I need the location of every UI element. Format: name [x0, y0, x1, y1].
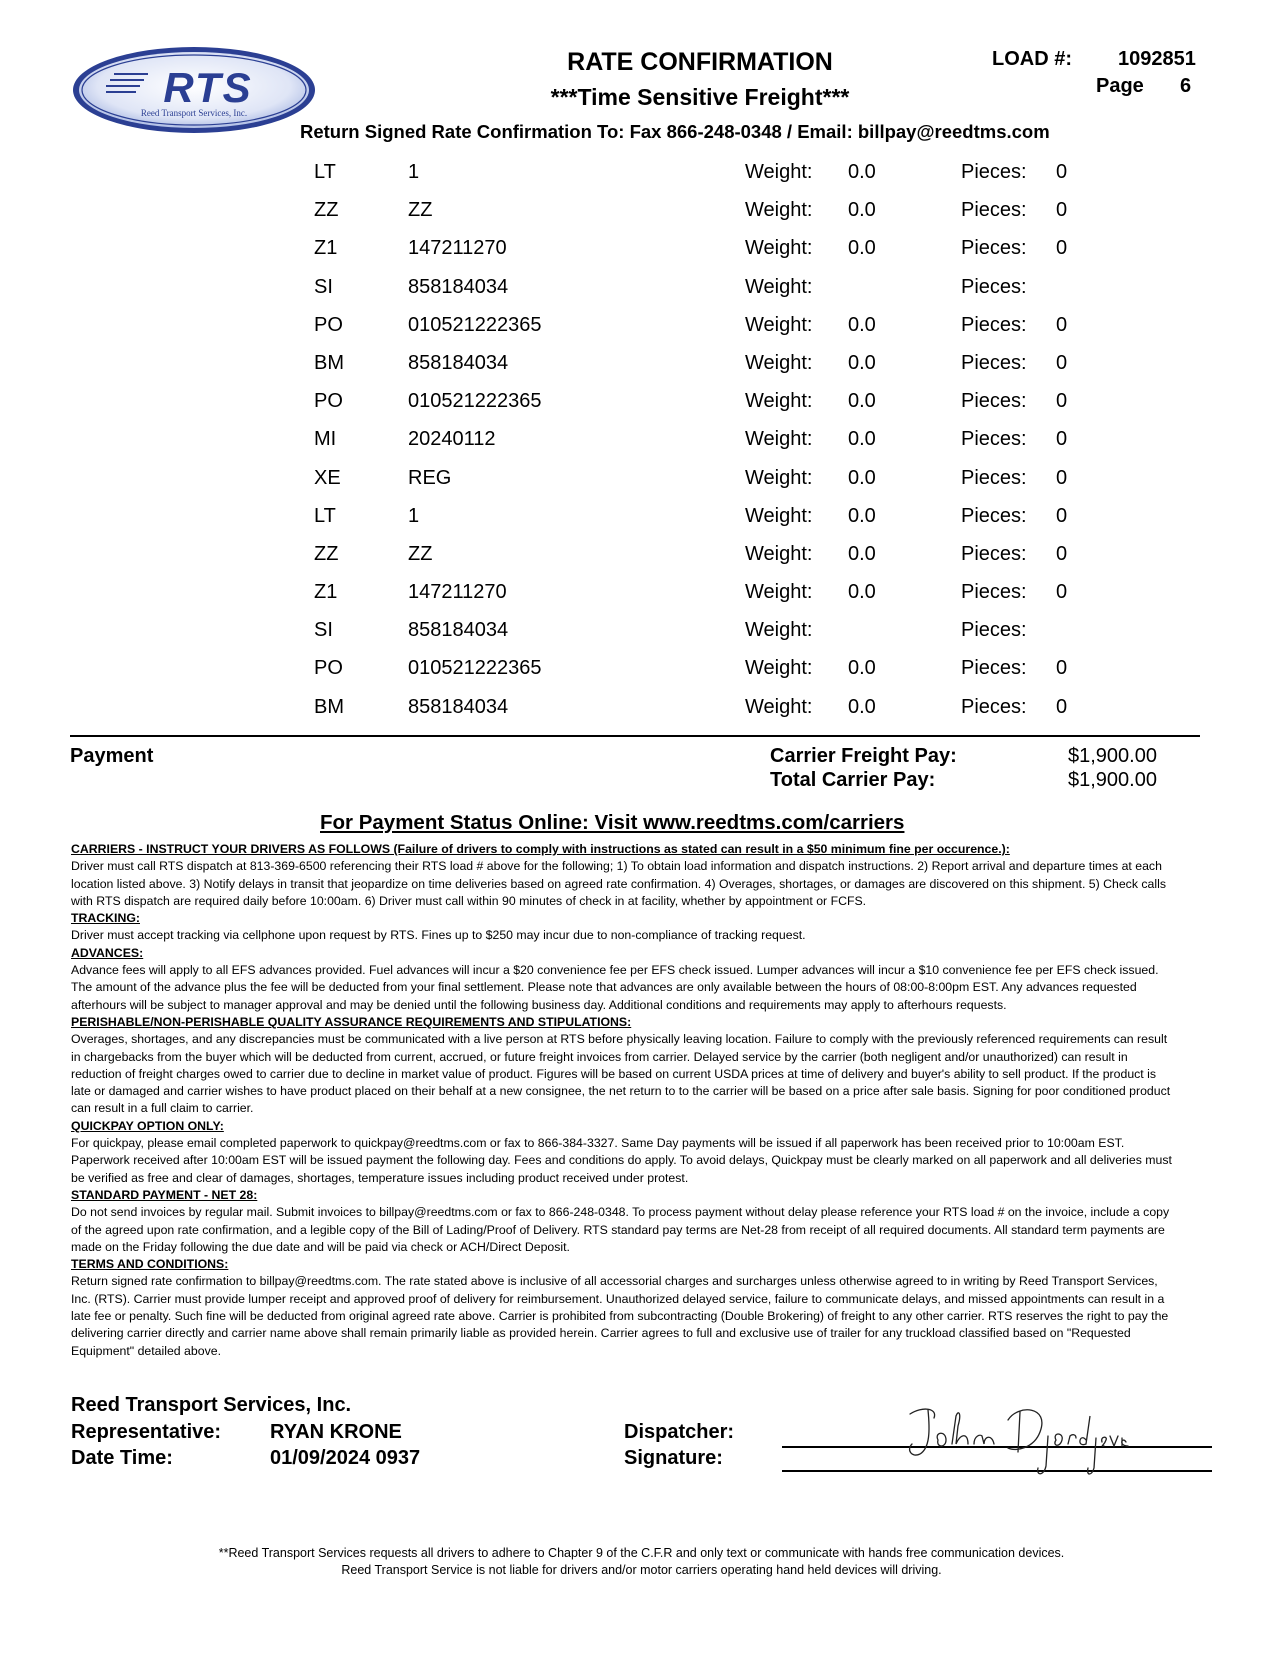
- reference-value: 858184034: [408, 619, 509, 642]
- reference-value: ZZ: [408, 542, 433, 565]
- reference-code: MI: [314, 428, 337, 451]
- reference-value: 010521222365: [408, 313, 542, 336]
- weight-label: Weight:: [745, 619, 813, 642]
- datetime-label: Date Time:: [71, 1447, 173, 1469]
- carriers-instructions-heading: CARRIERS - INSTRUCT YOUR DRIVERS AS FOLLOWS (Failure of drivers to comply with instructions as stated can result in a $50 minimum fine per occurence.):: [71, 842, 1010, 856]
- reference-row: [0, 386, 1283, 424]
- advances-heading: ADVANCES:: [71, 945, 144, 960]
- standard-payment-heading: STANDARD PAYMENT - NET 28:: [71, 1187, 258, 1202]
- pieces-label: Pieces:: [961, 275, 1027, 298]
- handwritten-signature: [900, 1396, 1130, 1482]
- reference-code: BM: [314, 351, 344, 374]
- reference-row: [0, 233, 1283, 271]
- reference-code: Z1: [314, 237, 338, 260]
- weight-label: Weight:: [745, 504, 813, 527]
- pieces-label: Pieces:: [961, 581, 1027, 604]
- weight-value: 0.0: [848, 237, 876, 260]
- perishable-heading: PERISHABLE/NON-PERISHABLE QUALITY ASSURANCE REQUIREMENTS AND STIPULATIONS:: [71, 1014, 632, 1029]
- pieces-label: Pieces:: [961, 542, 1027, 565]
- pieces-value: 0: [1056, 581, 1068, 604]
- weight-value: 0.0: [848, 390, 876, 413]
- reference-code: ZZ: [314, 542, 339, 565]
- weight-value: 0.0: [848, 504, 876, 527]
- reference-code: Z1: [314, 581, 338, 604]
- logo-subtext: Reed Transport Services, Inc.: [140, 108, 248, 118]
- footer-disclaimer: [0, 1545, 1283, 1579]
- reference-value: 1: [408, 504, 420, 527]
- reference-row: [0, 348, 1283, 386]
- reference-row: [0, 615, 1283, 653]
- logo-wordmark: RTS: [163, 64, 253, 111]
- tracking-text: Driver must accept tracking via cellphone upon request by RTS. Fines up to $250 may incur due to non-compliance of tracking request.: [71, 928, 806, 943]
- total-carrier-pay-label: Total Carrier Pay:: [770, 769, 936, 791]
- quickpay-text: For quickpay, please email completed paperwork to quickpay@reedtms.com or fax to 866-384-3327. Same Day payments will be issued if all paperwork has been received prior to 10:00am EST. Paperwork received after 10:00am EST will be issued payment the following day. Fees and conditions do apply. To avoid delays, Quickpay must be clearly marked on all paperwork and all deliveries must be verified as free and clear of damages, shortages, temperature issues including product received under protest.: [71, 1136, 1172, 1185]
- pieces-value: 0: [1056, 466, 1068, 489]
- pieces-value: 0: [1056, 161, 1068, 183]
- weight-label: Weight:: [745, 351, 813, 374]
- pieces-value: 0: [1056, 542, 1068, 565]
- weight-label: Weight:: [745, 657, 813, 680]
- reference-list: [0, 157, 1283, 730]
- weight-label: Weight:: [745, 466, 813, 489]
- reference-value: 20240112: [408, 428, 496, 451]
- terms-conditions-text: Return signed rate confirmation to billpay@reedtms.com. The rate stated above is inclusive of all accessorial charges and surcharges unless otherwise agreed to in writing by Reed Transport Services, Inc. (RTS). Carrier must provide lumper receipt and approved proof of delivery for reimbursement. Unauthorized delayed service, failure to communicate delays, and missed appointments can result in a late fee or penalty. Such fine will be deducted from original agreed rate above. Carrier is prohibited from subcontracting (Double Brokering) of freight to any other carrier. RTS reserves the right to pay the delivering carrier directly and carrier name above shall remain primarily liable as provided herein. Carrier agrees to full and exclusive use of trailer for any truckload classified based on "Requested Equipment" detailed above.: [71, 1274, 1169, 1358]
- pieces-label: Pieces:: [961, 351, 1027, 374]
- document-subtitle: ***Time Sensitive Freight***: [550, 84, 850, 110]
- reference-row: [0, 195, 1283, 233]
- datetime-value: 01/09/2024 0937: [270, 1447, 421, 1469]
- reference-row: [0, 692, 1283, 730]
- pieces-label: Pieces:: [961, 199, 1027, 222]
- weight-value: 0.0: [848, 313, 876, 336]
- pieces-label: Pieces:: [961, 466, 1027, 489]
- weight-value: 0.0: [848, 161, 876, 183]
- pieces-value: 0: [1056, 351, 1068, 374]
- pieces-value: 0: [1056, 237, 1068, 260]
- footer-line-1: **Reed Transport Services requests all drivers to adhere to Chapter 9 of the C.F.R and only text or communicate with hands free communication devices.: [218, 1546, 1065, 1560]
- pieces-value: 0: [1056, 504, 1068, 527]
- reference-row: [0, 577, 1283, 615]
- document-title: RATE CONFIRMATION: [567, 48, 833, 76]
- reference-value: 858184034: [408, 275, 509, 298]
- pieces-value: 0: [1056, 657, 1068, 680]
- reference-row: [0, 539, 1283, 577]
- reference-row: [0, 463, 1283, 501]
- weight-label: Weight:: [745, 237, 813, 260]
- reference-row: [0, 272, 1283, 310]
- rts-logo: [70, 44, 318, 136]
- reference-value: 858184034: [408, 695, 509, 718]
- reference-code: ZZ: [314, 199, 339, 222]
- reference-code: PO: [314, 390, 343, 413]
- company-name: Reed Transport Services, Inc.: [71, 1394, 352, 1416]
- weight-value: 0.0: [848, 199, 876, 222]
- footer-line-2: Reed Transport Service is not liable for drivers and/or motor carriers operating hand held devices will driving.: [341, 1563, 942, 1577]
- carrier-freight-pay-label: Carrier Freight Pay:: [770, 745, 957, 767]
- reference-value: 010521222365: [408, 657, 542, 680]
- pieces-label: Pieces:: [961, 428, 1027, 451]
- reference-row: [0, 157, 1283, 195]
- weight-value: 0.0: [848, 542, 876, 565]
- payment-status-link[interactable]: For Payment Status Online: Visit www.reedtms.com/carriers: [320, 811, 905, 834]
- reference-code: XE: [314, 466, 341, 489]
- pieces-label: Pieces:: [961, 313, 1027, 336]
- return-instructions: Return Signed Rate Confirmation To: Fax 866-248-0348 / Email: billpay@reedtms.com: [300, 121, 1050, 142]
- weight-value: 0.0: [848, 657, 876, 680]
- weight-value: 0.0: [848, 351, 876, 374]
- reference-code: PO: [314, 313, 343, 336]
- dispatcher-label: Dispatcher:: [624, 1421, 735, 1443]
- reference-value: 147211270: [408, 237, 507, 260]
- pieces-value: 0: [1056, 390, 1068, 413]
- weight-value: 0.0: [848, 466, 876, 489]
- representative-label: Representative:: [71, 1421, 222, 1443]
- reference-code: SI: [314, 275, 333, 298]
- reference-row: [0, 501, 1283, 539]
- weight-label: Weight:: [745, 428, 813, 451]
- weight-label: Weight:: [745, 313, 813, 336]
- perishable-text: Overages, shortages, and any discrepancies must be communicated with a live person at RTS before physically leaving location. Failure to comply with the previously referenced requirements can result in chargebacks from the buyer which will be deducted from current, accrued, or future freight invoices from carrier. Delayed service by the carrier (both negligent and/or unauthorized) can result in reduction of freight charges owed to carrier due to decline in market value of product. Figures will be based on current USDA prices at time of delivery and buyer's ability to sell product. If the product is late or damaged and carrier wishes to have product placed on their behalf at a new consignee, the net return to to the carrier will be based on a price after sale basis. Signing for poor conditioned product can result in a full claim to carrier.: [71, 1032, 1171, 1116]
- page-label: Page: [1096, 75, 1144, 97]
- weight-label: Weight:: [745, 695, 813, 718]
- weight-value: 0.0: [848, 695, 876, 718]
- pieces-label: Pieces:: [961, 237, 1027, 260]
- pieces-value: 0: [1056, 313, 1068, 336]
- pieces-label: Pieces:: [961, 504, 1027, 527]
- pieces-label: Pieces:: [961, 390, 1027, 413]
- weight-label: Weight:: [745, 161, 813, 183]
- reference-value: ZZ: [408, 199, 433, 222]
- section-divider: [70, 735, 1200, 737]
- page-number: 6: [1180, 75, 1192, 97]
- weight-label: Weight:: [745, 390, 813, 413]
- reference-row: [0, 424, 1283, 462]
- reference-code: LT: [314, 504, 336, 527]
- reference-row: [0, 310, 1283, 348]
- representative-name: RYAN KRONE: [270, 1421, 402, 1443]
- pieces-value: 0: [1056, 199, 1068, 222]
- weight-label: Weight:: [745, 275, 813, 298]
- pieces-label: Pieces:: [961, 619, 1027, 642]
- weight-label: Weight:: [745, 581, 813, 604]
- terms-conditions-heading: TERMS AND CONDITIONS:: [71, 1257, 229, 1272]
- reference-value: 858184034: [408, 351, 509, 374]
- terms-section: [71, 841, 1179, 1360]
- weight-value: 0.0: [848, 428, 876, 451]
- total-carrier-pay: $1,900.00: [1068, 769, 1157, 791]
- carriers-instructions-text: Driver must call RTS dispatch at 813-369-6500 referencing their RTS load # above for the following; 1) To obtain load information and dispatch instructions. 2) Report arrival and departure times at each location listed above. 3) Notify delays in transit that jeopardize on time deliveries based on agreed rate confirmation. 4) Overages, shortages, or damages are discovered on this shipment. 5) Check calls with RTS dispatch are required daily before 10:00am. 6) Driver must call within 90 minutes of check in at facility, whether by appointment or FCFS.: [71, 859, 1166, 908]
- pieces-value: 0: [1056, 695, 1068, 718]
- load-number: 1092851: [1118, 48, 1196, 70]
- reference-code: BM: [314, 695, 344, 718]
- weight-label: Weight:: [745, 542, 813, 565]
- pieces-label: Pieces:: [961, 695, 1027, 718]
- pieces-label: Pieces:: [961, 161, 1027, 183]
- reference-value: 147211270: [408, 581, 507, 604]
- pieces-value: 0: [1056, 428, 1068, 451]
- reference-value: 010521222365: [408, 390, 542, 413]
- reference-value: 1: [408, 161, 420, 183]
- reference-code: LT: [314, 161, 336, 183]
- reference-row: [0, 653, 1283, 691]
- signature-label: Signature:: [624, 1447, 723, 1469]
- load-number-label: LOAD #:: [992, 48, 1072, 70]
- weight-label: Weight:: [745, 199, 813, 222]
- advances-text: Advance fees will apply to all EFS advances provided. Fuel advances will incur a $20 convenience fee per EFS check issued. Lumper advances will incur a $10 convenience fee per EFS check issued. The amount of the advance plus the fee will be deducted from your final settlement. Please note that advances are only available between the hours of 08:00-8:00pm EST. Any advances requested afterhours will be subject to manager approval and may be denied until the following business day. Additional conditions and requirements may apply to afterhours requests.: [71, 963, 1159, 1012]
- weight-value: 0.0: [848, 581, 876, 604]
- reference-code: PO: [314, 657, 343, 680]
- quickpay-heading: QUICKPAY OPTION ONLY:: [71, 1118, 224, 1133]
- carrier-freight-pay: $1,900.00: [1068, 745, 1157, 767]
- reference-value: REG: [408, 466, 452, 489]
- standard-payment-text: Do not send invoices by regular mail. Submit invoices to billpay@reedtms.com or fax to 866-248-0348. To process payment without delay please reference your RTS load # on the invoice, include a copy of the agreed upon rate confirmation, and a legible copy of the Bill of Lading/Proof of Delivery. RTS standard pay terms are Net-28 from receipt of all required documents. All standard term payments are made on the Friday following the due date and will be paid via check or ACH/Direct Deposit.: [71, 1205, 1170, 1254]
- payment-label: Payment: [70, 745, 154, 767]
- reference-code: SI: [314, 619, 333, 642]
- tracking-heading: TRACKING:: [71, 911, 140, 926]
- pieces-label: Pieces:: [961, 657, 1027, 680]
